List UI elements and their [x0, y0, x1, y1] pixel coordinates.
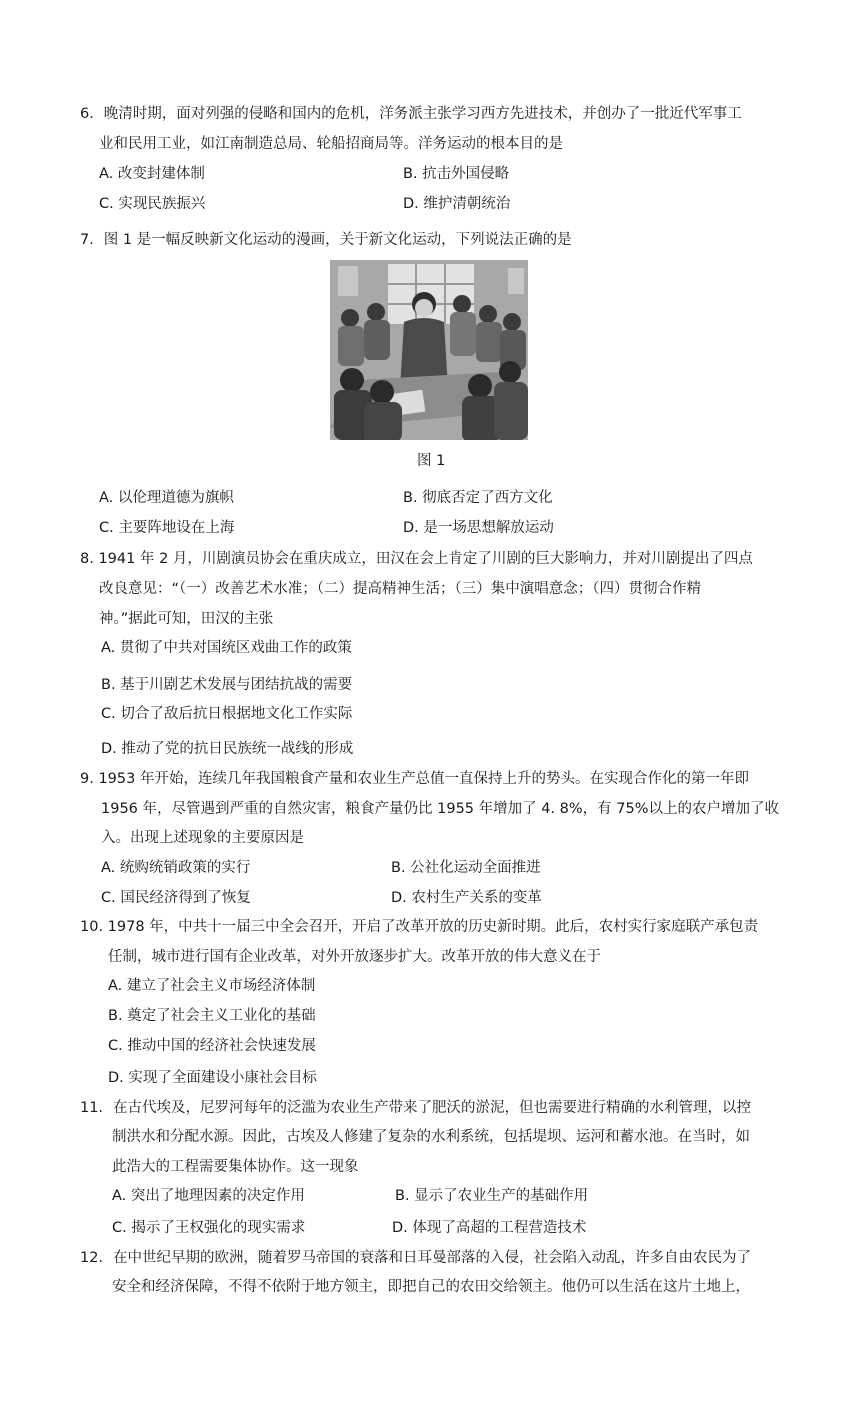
- question-6-line-1: 6．晚清时期，面对列强的侵略和国内的危机，洋务派主张学习西方先进技术，并创办了一批近代军事工: [80, 106, 742, 122]
- question-10-option-b: B. 奠定了社会主义工业化的基础: [108, 1008, 316, 1024]
- question-10-line-1: 10. 1978 年，中共十一届三中全会召开，开启了改革开放的历史新时期。此后，农村实行家庭联产承包责: [80, 919, 759, 935]
- question-9-line-1: 9. 1953 年开始，连续几年我国粮食产量和农业生产总值一直保持上升的势头。在实现合作化的第一年即: [80, 771, 749, 787]
- question-10-option-d: D. 实现了全面建设小康社会目标: [108, 1070, 317, 1086]
- question-6-option-d: D. 维护清朝统治: [403, 196, 511, 212]
- question-7-line-1: 7．图 1 是一幅反映新文化运动的漫画，关于新文化运动，下列说法正确的是: [80, 232, 572, 248]
- question-12-line-2: 安全和经济保障，不得不依附于地方领主，即把自己的农田交给领主。他仍可以生活在这片土地上，: [112, 1279, 750, 1295]
- question-7-option-a: A. 以伦理道德为旗帜: [99, 490, 234, 506]
- question-10-option-c: C. 推动中国的经济社会快速发展: [108, 1038, 316, 1054]
- question-9-line-2: 1956 年，尽管遇到严重的自然灾害，粮食产量仍比 1955 年增加了 4. 8%，有 75%以上的农户增加了收: [101, 801, 780, 817]
- question-11-line-2: 制洪水和分配水源。因此，古埃及人修建了复杂的水利系统，包括堤坝、运河和蓄水池。在当时，如: [112, 1129, 750, 1145]
- question-11-option-c: C. 揭示了王权强化的现实需求: [112, 1220, 306, 1236]
- figure-1-cartoon: [330, 260, 528, 440]
- question-12-line-1: 12．在中世纪早期的欧洲，随着罗马帝国的衰落和日耳曼部落的入侵，社会陷入动乱，许多自由农民为了: [80, 1250, 751, 1266]
- question-10-option-a: A. 建立了社会主义市场经济体制: [108, 978, 316, 994]
- figure-1-caption: 图 1: [417, 453, 446, 469]
- question-7-option-d: D. 是一场思想解放运动: [403, 520, 554, 536]
- question-11-option-b: B. 显示了农业生产的基础作用: [395, 1188, 589, 1204]
- question-8-option-c: C. 切合了敌后抗日根据地文化工作实际: [101, 706, 353, 722]
- question-6-option-a: A. 改变封建体制: [99, 166, 205, 182]
- question-10-line-2: 任制，城市进行国有企业改革，对外开放逐步扩大。改革开放的伟大意义在于: [108, 949, 601, 965]
- question-6-option-b: B. 抗击外国侵略: [403, 166, 510, 182]
- question-9-option-a: A. 统购统销政策的实行: [101, 860, 251, 876]
- question-11-option-a: A. 突出了地理因素的决定作用: [112, 1188, 305, 1204]
- question-8-option-b: B. 基于川剧艺术发展与团结抗战的需要: [101, 677, 353, 693]
- question-7-option-c: C. 主要阵地设在上海: [99, 520, 235, 536]
- question-6-option-c: C. 实现民族振兴: [99, 196, 206, 212]
- question-11-line-3: 此浩大的工程需要集体协作。这一现象: [112, 1159, 359, 1175]
- question-8-line-1: 8. 1941 年 2 月，川剧演员协会在重庆成立，田汉在会上肯定了川剧的巨大影响力，并对川剧提出了四点: [80, 551, 753, 567]
- question-8-line-3: 神。”据此可知，田汉的主张: [99, 611, 274, 627]
- question-8-line-2: 改良意见：“（一）改善艺术水准；（二）提高精神生活；（三）集中演唱意念；（四）贯彻合作精: [99, 581, 702, 597]
- question-9-option-b: B. 公社化运动全面推进: [391, 860, 541, 876]
- question-9-option-c: C. 国民经济得到了恢复: [101, 890, 251, 906]
- question-9-option-d: D. 农村生产关系的变革: [391, 890, 542, 906]
- question-9-line-3: 入。出现上述现象的主要原因是: [101, 830, 304, 846]
- question-8-option-d: D. 推动了党的抗日民族统一战线的形成: [101, 741, 354, 757]
- question-11-option-d: D. 体现了高超的工程营造技术: [392, 1220, 587, 1236]
- question-8-option-a: A. 贯彻了中共对国统区戏曲工作的政策: [101, 640, 352, 656]
- cartoon-illustration: [330, 260, 528, 440]
- question-7-option-b: B. 彻底否定了西方文化: [403, 490, 553, 506]
- question-11-line-1: 11．在古代埃及，尼罗河每年的泛滥为农业生产带来了肥沃的淤泥，但也需要进行精确的水利管理，以控: [80, 1100, 751, 1116]
- question-6-line-2: 业和民用工业，如江南制造总局、轮船招商局等。洋务运动的根本目的是: [99, 136, 563, 152]
